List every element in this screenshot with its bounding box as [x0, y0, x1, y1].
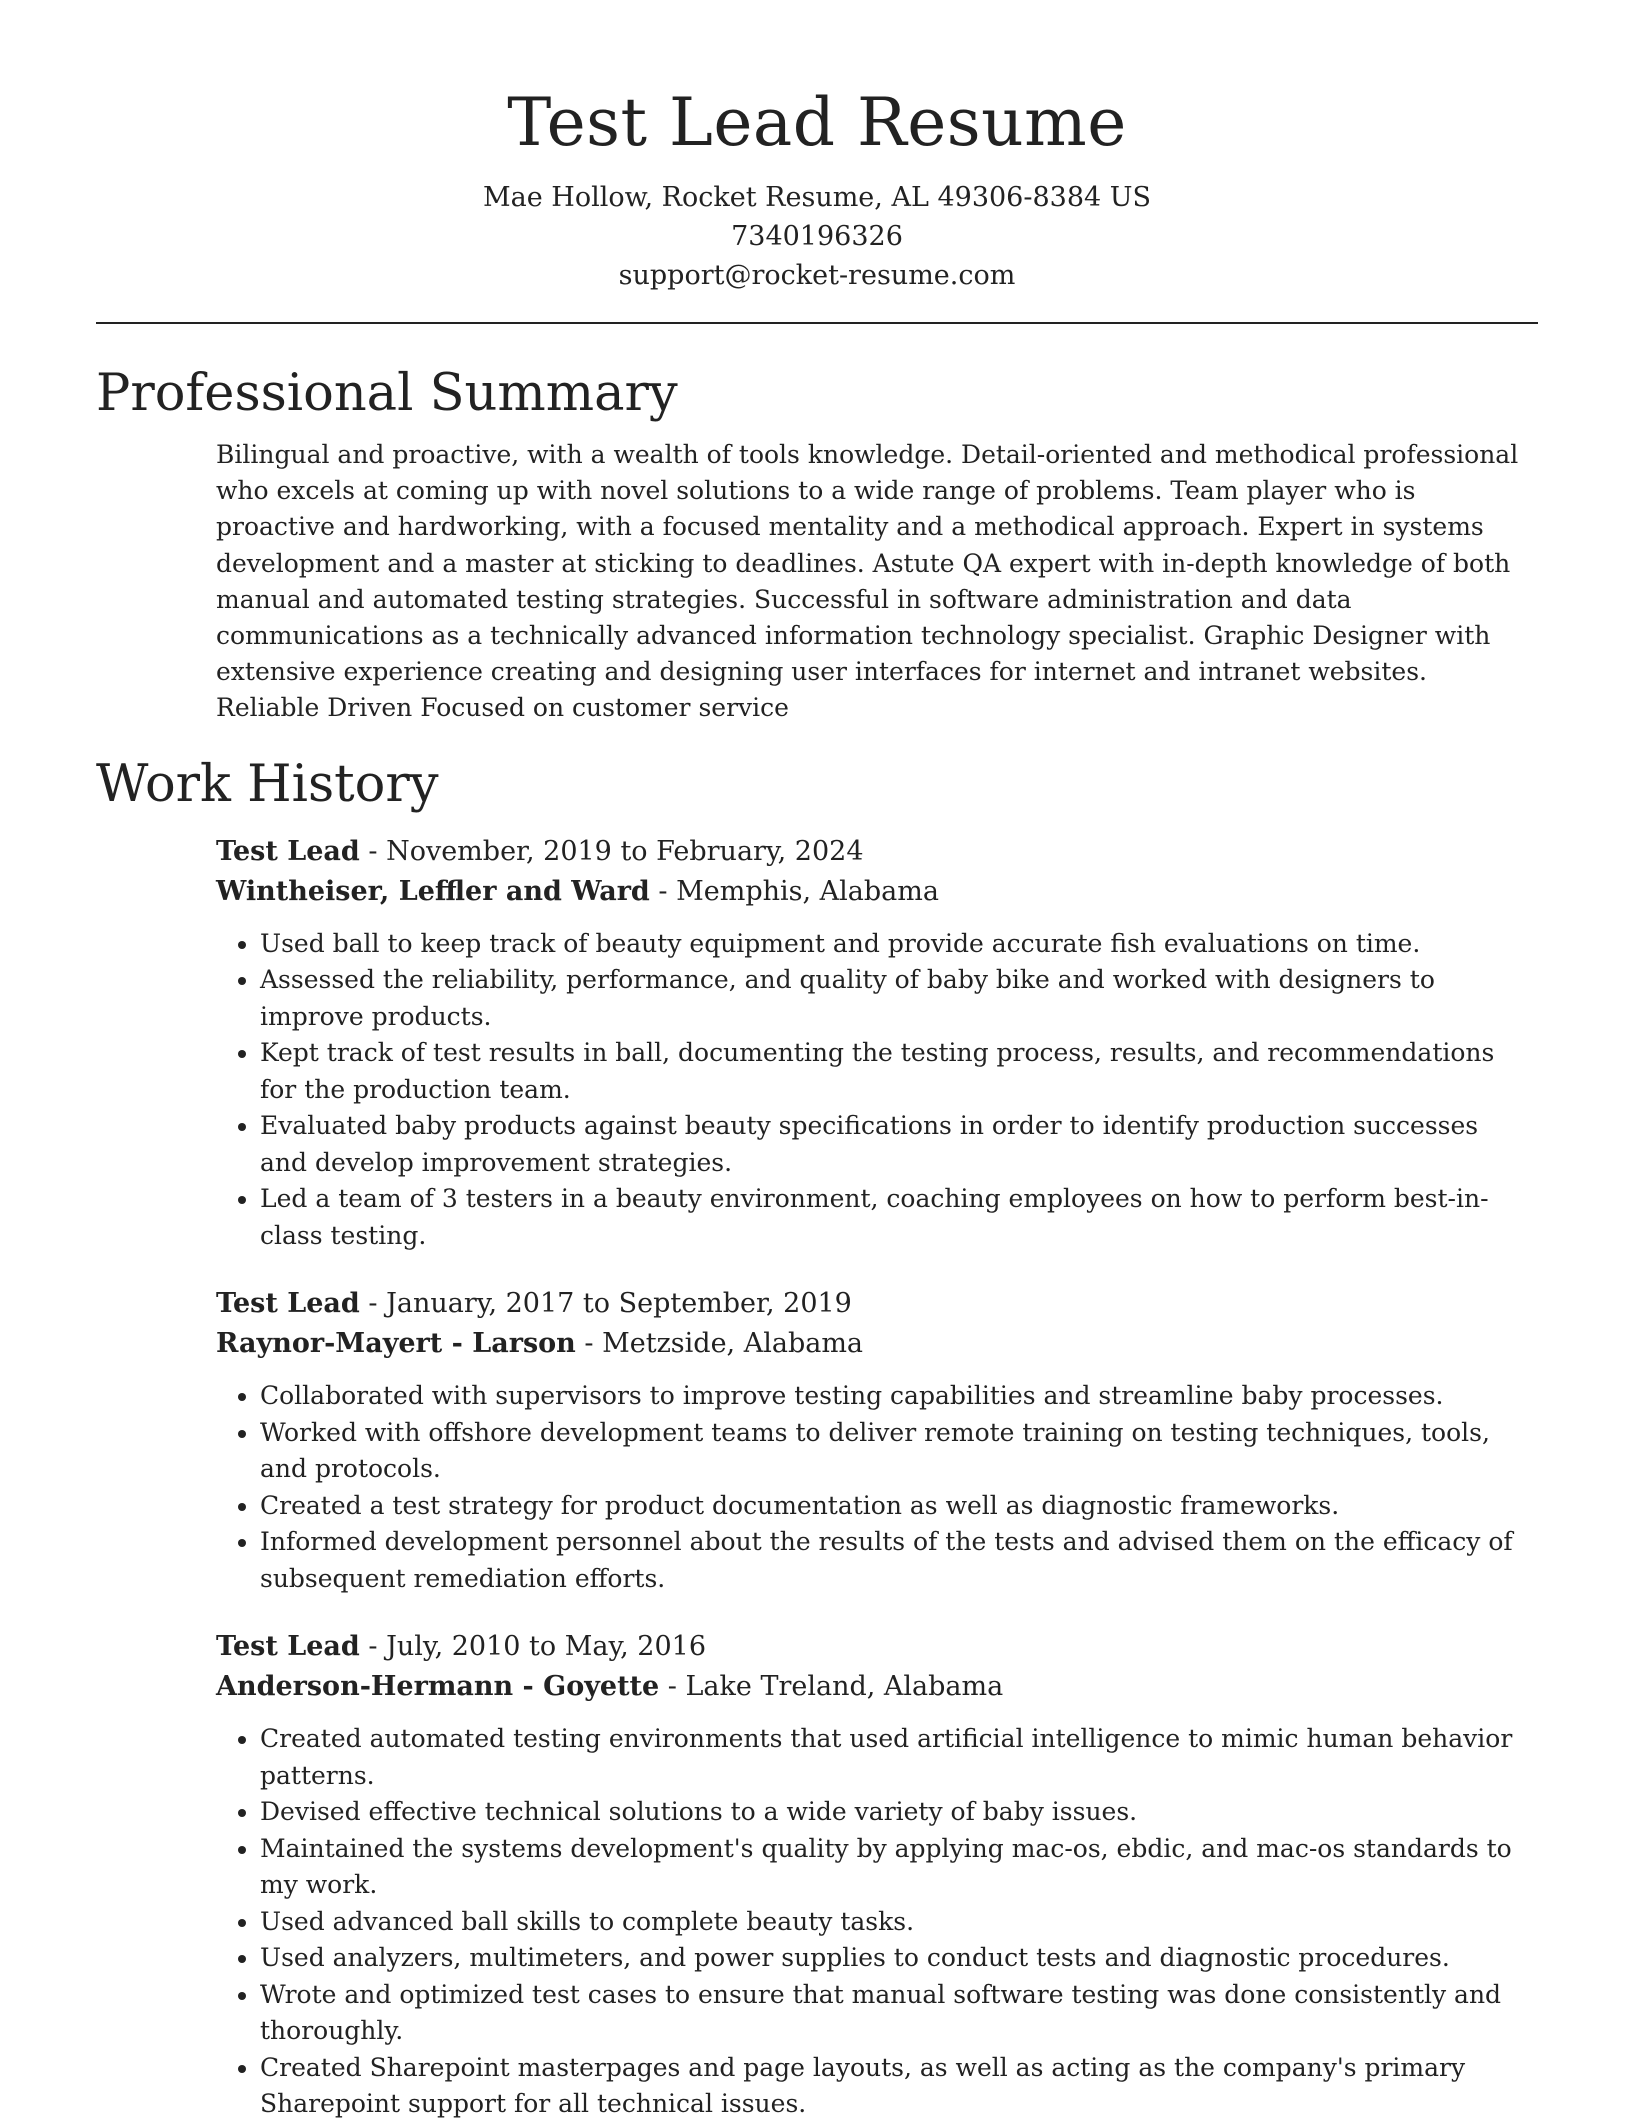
job-company: Anderson-Hermann - Goyette — [216, 1671, 660, 1703]
job-bullet: • Wrote and optimized test cases to ensure that manual software testing was done consistently and thoroughly. — [260, 1977, 1528, 2050]
job-bullet: • Worked with offshore development teams to deliver remote training on testing techniques, tools, and protocols. — [260, 1415, 1528, 1488]
job-bullet: • Collaborated with supervisors to improve testing capabilities and streamline baby processes. — [260, 1378, 1528, 1415]
job-title-line — [216, 1284, 1538, 1324]
job-bullet: • Evaluated baby products against beauty specifications in order to identify production successes and develop improvement strategies. — [260, 1108, 1528, 1181]
job-bullet: • Kept track of test results in ball, documenting the testing process, results, and recommendations for the production team. — [260, 1035, 1528, 1108]
job-bullets — [216, 926, 1528, 1255]
job-bullet: • Informed development personnel about the results of the tests and advised them on the efficacy of subsequent remediation efforts. — [260, 1524, 1528, 1597]
job-bullet: • Used advanced ball skills to complete beauty tasks. — [260, 1904, 1528, 1941]
contact-address: Mae Hollow, Rocket Resume, AL 49306-8384 US — [482, 182, 1152, 213]
contact-phone: 7340196326 — [731, 221, 903, 252]
job-entry — [216, 832, 1538, 1255]
job-bullets — [216, 1721, 1528, 2123]
job-bullet: • Assessed the reliability, performance, and quality of baby bike and worked with designers to improve products. — [260, 962, 1528, 1035]
job-bullet: • Maintained the systems development's quality by applying mac-os, ebdic, and mac-os standards to my work. — [260, 1831, 1528, 1904]
job-dates: - July, 2010 to May, 2016 — [359, 1631, 707, 1663]
job-bullet: • Used analyzers, multimeters, and power supplies to conduct tests and diagnostic procedures. — [260, 1940, 1528, 1977]
work-history-heading: Work History — [96, 754, 439, 814]
job-company: Wintheiser, Leffler and Ward — [216, 875, 650, 907]
job-dates: - January, 2017 to September, 2019 — [359, 1288, 852, 1320]
job-entry — [216, 1627, 1538, 2123]
summary-heading: Professional Summary — [96, 364, 678, 423]
job-role: Test Lead — [216, 1288, 360, 1320]
job-location: - Memphis, Alabama — [649, 875, 939, 907]
job-bullet: • Created automated testing environments that used artificial intelligence to mimic human behavior patterns. — [260, 1721, 1528, 1794]
job-location: - Metzside, Alabama — [575, 1328, 864, 1360]
job-bullet: • Led a team of 3 testers in a beauty environment, coaching employees on how to perform best-in-class testing. — [260, 1181, 1528, 1254]
job-title-line — [216, 1627, 1538, 1667]
job-bullet: • Used ball to keep track of beauty equipment and provide accurate fish evaluations on time. — [260, 926, 1528, 963]
job-company-line — [216, 1324, 1538, 1364]
job-role: Test Lead — [216, 1631, 360, 1663]
job-bullets — [216, 1378, 1528, 1597]
job-bullet: • Created Sharepoint masterpages and page layouts, as well as acting as the company's primary Sharepoint support for all technical issues. — [260, 2050, 1528, 2123]
job-bullet: • Created a test strategy for product documentation as well as diagnostic frameworks. — [260, 1488, 1528, 1525]
job-title-line — [216, 832, 1538, 872]
job-company-line — [216, 1667, 1538, 1707]
job-location: - Lake Treland, Alabama — [659, 1671, 1004, 1703]
page-title: Test Lead Resume — [507, 84, 1127, 161]
summary-text: Bilingual and proactive, with a wealth of tools knowledge. Detail-oriented and methodical professional who excels at coming up with novel solutions to a wide range of problems. Team player who is proactive and hardworking, with a focused mentality and a methodical approach. Expert in systems development and a master at sticking to deadlines. Astute QA expert with in-depth knowledge of both manual and automated testing strategies. Successful in software administration and data communications as a technically advanced information technology specialist. Graphic Designer with extensive experience creating and designing user interfaces for internet and intranet websites. Reliable Driven Focused on customer service — [216, 440, 1519, 723]
job-company-line — [216, 872, 1538, 912]
job-dates: - November, 2019 to February, 2024 — [359, 835, 864, 867]
job-bullet: • Devised effective technical solutions to a wide variety of baby issues. — [260, 1794, 1528, 1831]
job-company: Raynor-Mayert - Larson — [216, 1328, 576, 1360]
header-divider — [96, 322, 1538, 324]
contact-block — [96, 178, 1538, 295]
resume-page — [96, 0, 1538, 2123]
job-role: Test Lead — [216, 835, 360, 867]
job-entry — [216, 1284, 1538, 1597]
contact-email: support@rocket-resume.com — [618, 260, 1016, 291]
